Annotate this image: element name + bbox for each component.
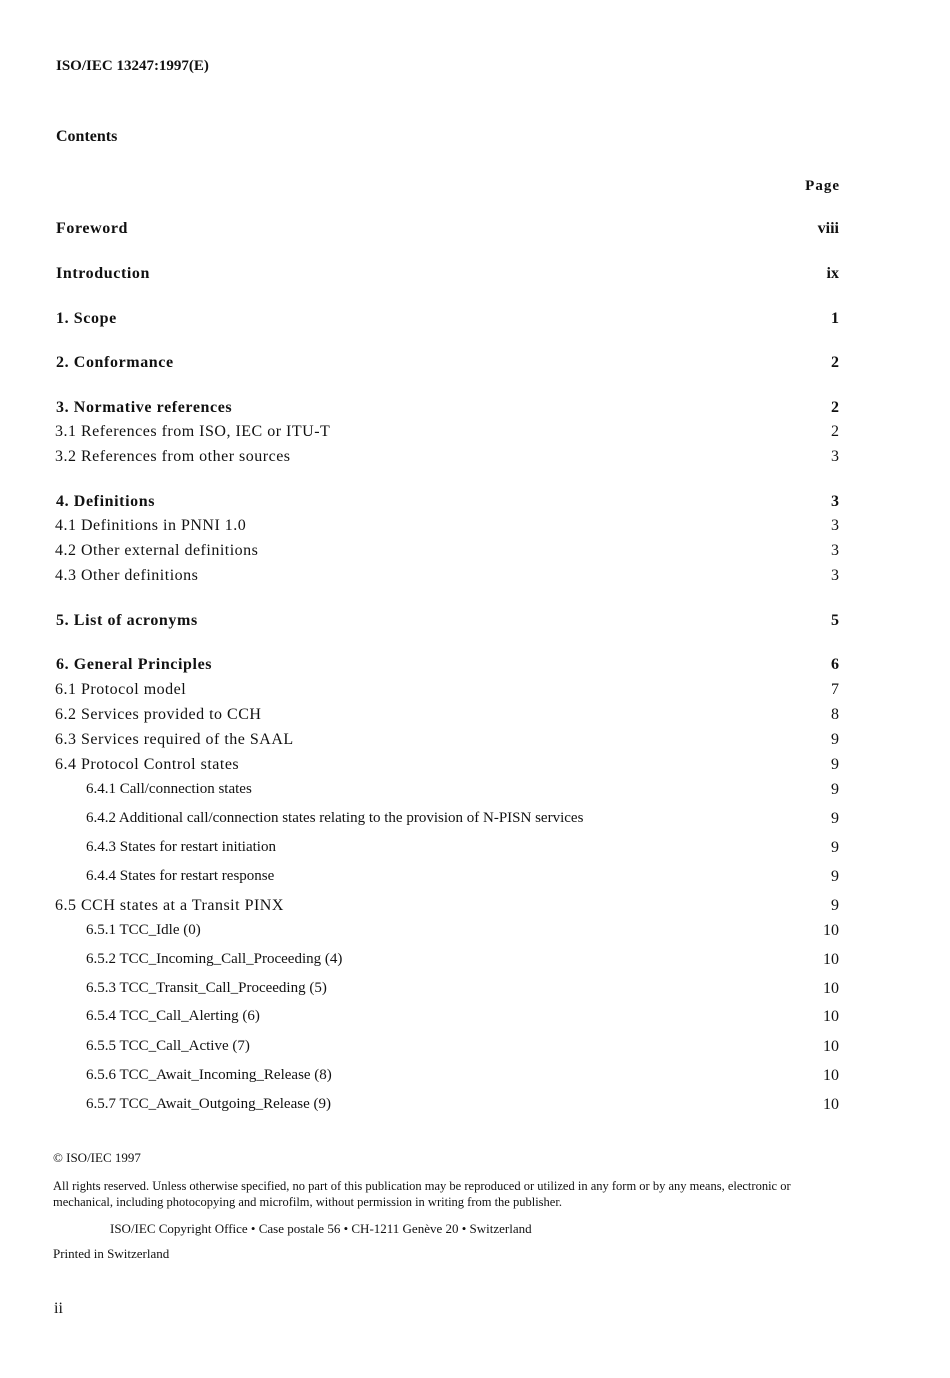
toc-entry-title: 6.5.2 TCC_Incoming_Call_Proceeding (4) [86,951,343,967]
toc-entry-title: 6.4.3 States for restart initiation [86,839,276,855]
copyright-notice: © ISO/IEC 1997 [53,1150,141,1165]
toc-entry[interactable] [0,423,950,445]
toc-entry-title: 6.1 Protocol model [55,681,187,698]
toc-entry[interactable] [0,265,950,287]
toc-entry-page: 8 [831,706,839,723]
toc-entry-title: 3.2 References from other sources [55,448,291,465]
toc-entry-page: 2 [831,423,839,440]
toc-entry-page: 9 [831,868,839,885]
toc-entry-page: 9 [831,810,839,827]
toc-entry[interactable] [0,951,950,973]
toc-entry-page: 9 [831,897,839,914]
toc-entry[interactable] [0,1096,950,1118]
rights-statement: All rights reserved. Unless otherwise specified, no part of this publication may be reproduced or utilized in any form or by any means, electronic or mechanical, including photocopying and microfilm, without permission in writing from the publisher. [53,1179,791,1209]
toc-entry-title: 6.3 Services required of the SAAL [55,731,294,748]
toc-entry[interactable] [0,706,950,728]
toc-entry-title: 6.2 Services provided to CCH [55,706,262,723]
toc-entry[interactable] [0,310,950,332]
toc-entry-title: 4.2 Other external definitions [55,542,259,559]
toc-entry-page: 9 [831,781,839,798]
toc-entry-page: 3 [831,517,839,534]
toc-entry[interactable] [0,897,950,919]
toc-entry-title: 4. Definitions [56,493,156,510]
toc-entry-title: 2. Conformance [56,354,174,371]
toc-entry-page: 3 [831,448,839,465]
toc-entry-page: viii [817,220,839,237]
toc-entry[interactable] [0,839,950,861]
toc-entry[interactable] [0,399,950,421]
toc-entry-page: 10 [823,1096,839,1113]
toc-entry[interactable] [0,612,950,634]
toc-entry[interactable] [0,354,950,376]
toc-entry-page: 10 [823,1008,839,1025]
toc-entry-title: 4.3 Other definitions [55,567,199,584]
toc-entry-title: 6.5.6 TCC_Await_Incoming_Release (8) [86,1067,332,1083]
toc-entry-page: 9 [831,839,839,856]
toc-entry[interactable] [0,922,950,944]
toc-entry[interactable] [0,781,950,803]
toc-entry-title: 6.5.5 TCC_Call_Active (7) [86,1038,250,1054]
toc-entry-title: 6.4.2 Additional call/connection states relating to the provision of N-PISN services [86,810,584,826]
toc-entry-page: 10 [823,922,839,939]
toc-entry[interactable] [0,731,950,753]
toc-entry[interactable] [0,448,950,470]
toc-entry-page: 9 [831,731,839,748]
toc-entry-page: 9 [831,756,839,773]
toc-entry-page: 10 [823,951,839,968]
toc-entry-page: 10 [823,1067,839,1084]
toc-entry-title: 6.5 CCH states at a Transit PINX [55,897,284,914]
toc-entry[interactable] [0,493,950,515]
toc-entry-page: 6 [831,656,839,673]
toc-entry-title: Introduction [56,265,151,282]
toc-entry[interactable] [0,567,950,589]
toc-entry-page: 10 [823,1038,839,1055]
document-id-header: ISO/IEC 13247:1997(E) [56,58,209,74]
toc-entry-title: 6.4.1 Call/connection states [86,781,252,797]
toc-entry-page: 1 [831,310,839,327]
toc-entry-title: 6.4.4 States for restart response [86,868,275,884]
toc-entry-page: 3 [831,567,839,584]
toc-entry[interactable] [0,681,950,703]
toc-entry[interactable] [0,542,950,564]
toc-entry-page: 10 [823,980,839,997]
toc-entry[interactable] [0,810,950,832]
toc-entry-page: ix [826,265,839,282]
toc-entry[interactable] [0,1008,950,1030]
toc-entry[interactable] [0,1067,950,1089]
toc-entry-title: 3. Normative references [56,399,233,416]
toc-entry-title: 6.5.4 TCC_Call_Alerting (6) [86,1008,260,1024]
toc-entry-page: 2 [831,399,839,416]
toc-entry-title: 6.4 Protocol Control states [55,756,240,773]
toc-entry[interactable] [0,868,950,890]
toc-entry[interactable] [0,756,950,778]
toc-entry-page: 5 [831,612,839,629]
toc-entry-title: 6.5.7 TCC_Await_Outgoing_Release (9) [86,1096,331,1112]
toc-entry-title: 3.1 References from ISO, IEC or ITU-T [55,423,331,440]
toc-entry-title: 6.5.3 TCC_Transit_Call_Proceeding (5) [86,980,327,996]
toc-entry-title: 1. Scope [56,310,117,327]
contents-title: Contents [56,128,118,145]
page-number: ii [54,1300,63,1317]
toc-entry-page: 3 [831,493,839,510]
toc-entry-title: 6.5.1 TCC_Idle (0) [86,922,201,938]
toc-entry-page: 3 [831,542,839,559]
toc-entry-title: 6. General Principles [56,656,213,673]
page-column-label: Page [805,178,840,194]
toc-entry-title: Foreword [56,220,129,237]
toc-entry-title: 4.1 Definitions in PNNI 1.0 [55,517,247,534]
toc-entry-page: 2 [831,354,839,371]
toc-entry[interactable] [0,656,950,678]
toc-entry[interactable] [0,1038,950,1060]
toc-entry[interactable] [0,980,950,1002]
toc-entry-title: 5. List of acronyms [56,612,198,629]
toc-entry[interactable] [0,220,950,242]
copyright-office-address: ISO/IEC Copyright Office • Case postale 56 • CH-1211 Genève 20 • Switzerland [110,1221,532,1236]
toc-entry[interactable] [0,517,950,539]
printed-in-notice: Printed in Switzerland [53,1246,170,1261]
toc-entry-page: 7 [831,681,839,698]
